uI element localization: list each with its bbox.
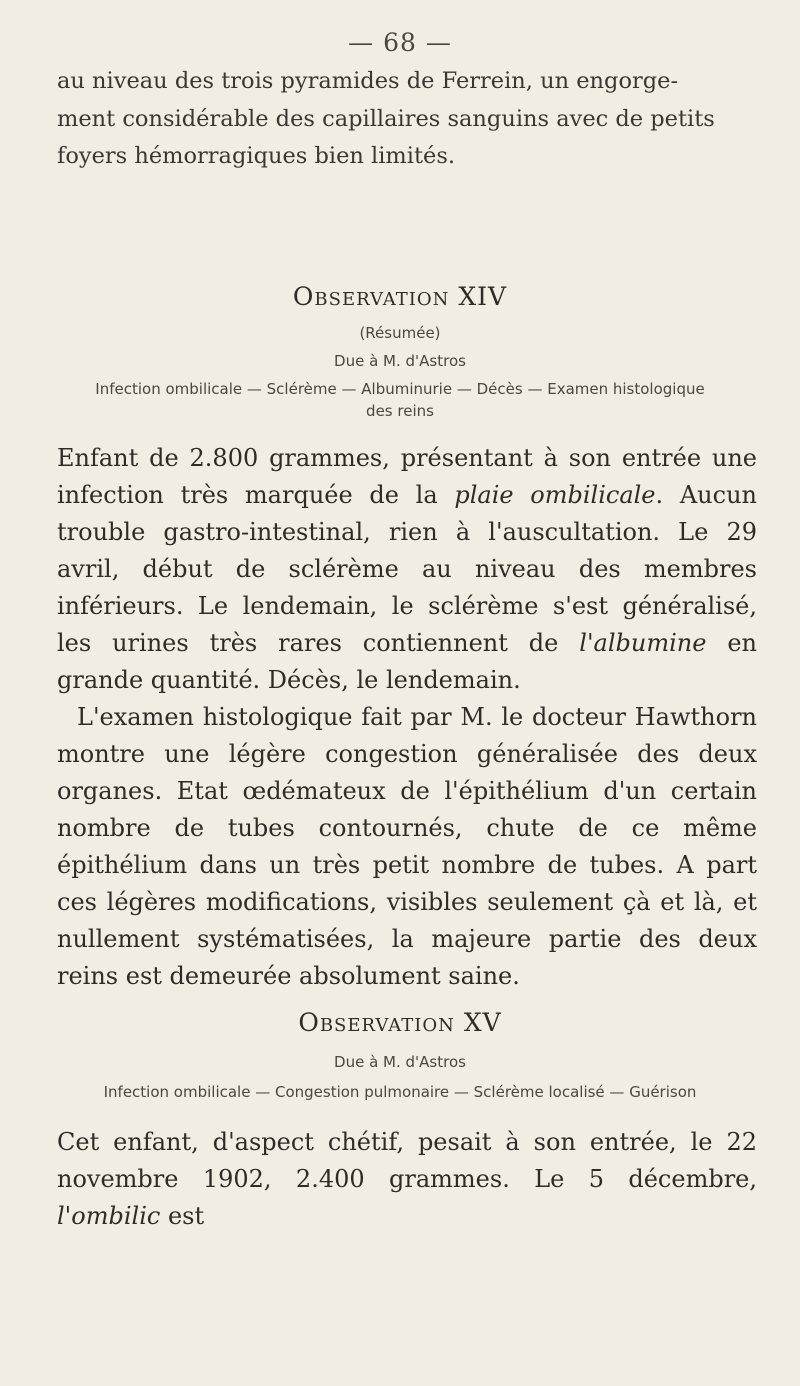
observation-number: XIV (458, 282, 508, 311)
observation-14-attribution: Due à M. d'Astros (334, 352, 466, 370)
observation-word: Observation (292, 282, 450, 311)
observation-number: XV (463, 1008, 502, 1037)
emphasis-ombilic: l'ombilic (57, 1202, 161, 1230)
subject-line: Infection ombilicale — Sclérème — Albuminurie — Décès — Examen histologique (95, 380, 705, 398)
page-number: — 68 — (348, 28, 452, 57)
observation-14-body (57, 440, 757, 995)
intro-line: ment considérable des capillaires sanguins avec de petits (57, 105, 715, 132)
emphasis-plaie-ombilicale: plaie ombilicale (454, 481, 656, 509)
observation-15-body (57, 1124, 757, 1235)
observation-15-attribution: Due à M. d'Astros (334, 1053, 466, 1071)
observation-15-subject (40, 1081, 760, 1103)
observation-14-subject (40, 378, 760, 422)
observation-15-paragraph-1: Cet enfant, d'aspect chétif, pesait à son entrée, le 22 novembre 1902, 2.400 grammes. Le 5 décembre, l'ombilic est (57, 1128, 757, 1230)
observation-14-title (0, 282, 800, 311)
emphasis-albumine: l'albumine (579, 629, 707, 657)
observation-14-paragraph-2: L'examen histologique fait par M. le docteur Hawthorn montre une légère congestion généralisée des deux organes. Etat œdémateux de l'épithélium d'un certain nombre de tubes contournés, chute de ce même épithélium dans un très petit nombre de tubes. A part ces légères modifications, visibles seulement çà et là, et nullement systématisées, la majeure partie des deux reins est demeurée absolument saine. (57, 703, 757, 990)
intro-line: foyers hémorragiques bien limités. (57, 143, 456, 169)
intro-paragraph (57, 63, 757, 176)
subject-line: des reins (366, 402, 434, 420)
observation-word: Observation (298, 1008, 455, 1037)
observation-14-paragraph-1: Enfant de 2.800 grammes, présentant à son entrée une infection très marquée de la plaie ombilicale. Aucun trouble gastro-intestinal, rien à l'auscultation. Le 29 avril, début de sclérème au niveau des membres inférieurs. Le lendemain, le sclérème s'est généralisé, les urines très rares contiennent de l'albumine en grande quantité. Décès, le lendemain. (57, 444, 757, 694)
subject-line: Infection ombilicale — Congestion pulmonaire — Sclérème localisé — Guérison (103, 1083, 697, 1101)
observation-14-resumee: (Résumée) (359, 324, 441, 342)
intro-line: au niveau des trois pyramides de Ferrein, un engorge- (57, 68, 679, 94)
observation-15-title (0, 1008, 800, 1037)
